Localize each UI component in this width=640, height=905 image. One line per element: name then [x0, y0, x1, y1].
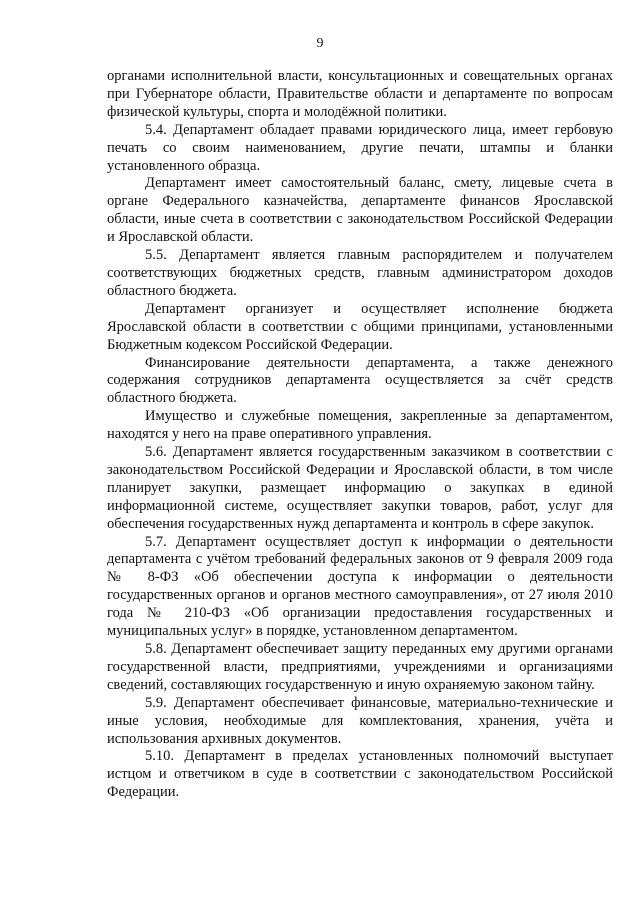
paragraph: Департамент имеет самостоятельный баланс, смету, лицевые счета в органе Федерального казначейства, департаменте финансов Ярославской области, иные счета в соответствии с законодательством Российской Федерации и Ярославской области.	[107, 175, 613, 246]
paragraph: 5.6. Департамент является государственным заказчиком в соответствии с законодательством Российской Федерации и Ярославской области, в том числе планирует закупки, размещает информацию о закупках в единой информационной системе, осуществляет закупки товаров, работ, услуг для обеспечения государственных нужд департамента и контроль в сфере закупок.	[107, 444, 613, 532]
paragraph: органами исполнительной власти, консультационных и совещательных органах при Губернаторе области, Правительстве области и департаменте по вопросам физической культуры, спорта и молодёжной политики.	[107, 68, 613, 120]
paragraph: 5.7. Департамент осуществляет доступ к информации о деятельности департамента с учётом требований федеральных законов от 9 февраля 2009 года № 8-ФЗ «Об обеспечении доступа к информации о деятельности государственных органов и органов местного самоуправления», от 27 июля 2010 года № 210-ФЗ «Об организации предоставления государственных и муниципальных услуг» в порядке, установленном департаментом.	[107, 533, 613, 640]
paragraph: 5.4. Департамент обладает правами юридического лица, имеет гербовую печать со своим наименованием, другие печати, штампы и бланки установленного образца.	[107, 121, 613, 174]
paragraph: 5.5. Департамент является главным распорядителем и получателем соответствующих бюджетных средств, главным администратором доходов областного бюджета.	[107, 247, 613, 299]
page-number: 9	[316, 36, 324, 51]
paragraph: 5.10. Департамент в пределах установленных полномочий выступает истцом и ответчиком в суде в соответствии с законодательством Российской Федерации.	[107, 748, 613, 801]
paragraph: Имущество и служебные помещения, закрепленные за департаментом, находятся у него на праве оперативного управления.	[107, 408, 613, 443]
paragraph: 5.8. Департамент обеспечивает защиту переданных ему другими органами государственной власти, предприятиями, учреждениями и организациями сведений, составляющих государственную и иную охраняемую законом тайну.	[107, 641, 613, 693]
paragraph: 5.9. Департамент обеспечивает финансовые, материально-технические и иные условия, необходимые для комплектования, хранения, учёта и использования архивных документов.	[107, 694, 613, 747]
paragraph: Финансирование деятельности департамента, а также денежного содержания сотрудников департамента осуществляется за счёт средств областного бюджета.	[107, 354, 613, 407]
paragraph: Департамент организует и осуществляет исполнение бюджета Ярославской области в соответствии с общими принципами, установленными Бюджетным кодексом Российской Федерации.	[107, 300, 613, 353]
document-body	[107, 68, 613, 802]
